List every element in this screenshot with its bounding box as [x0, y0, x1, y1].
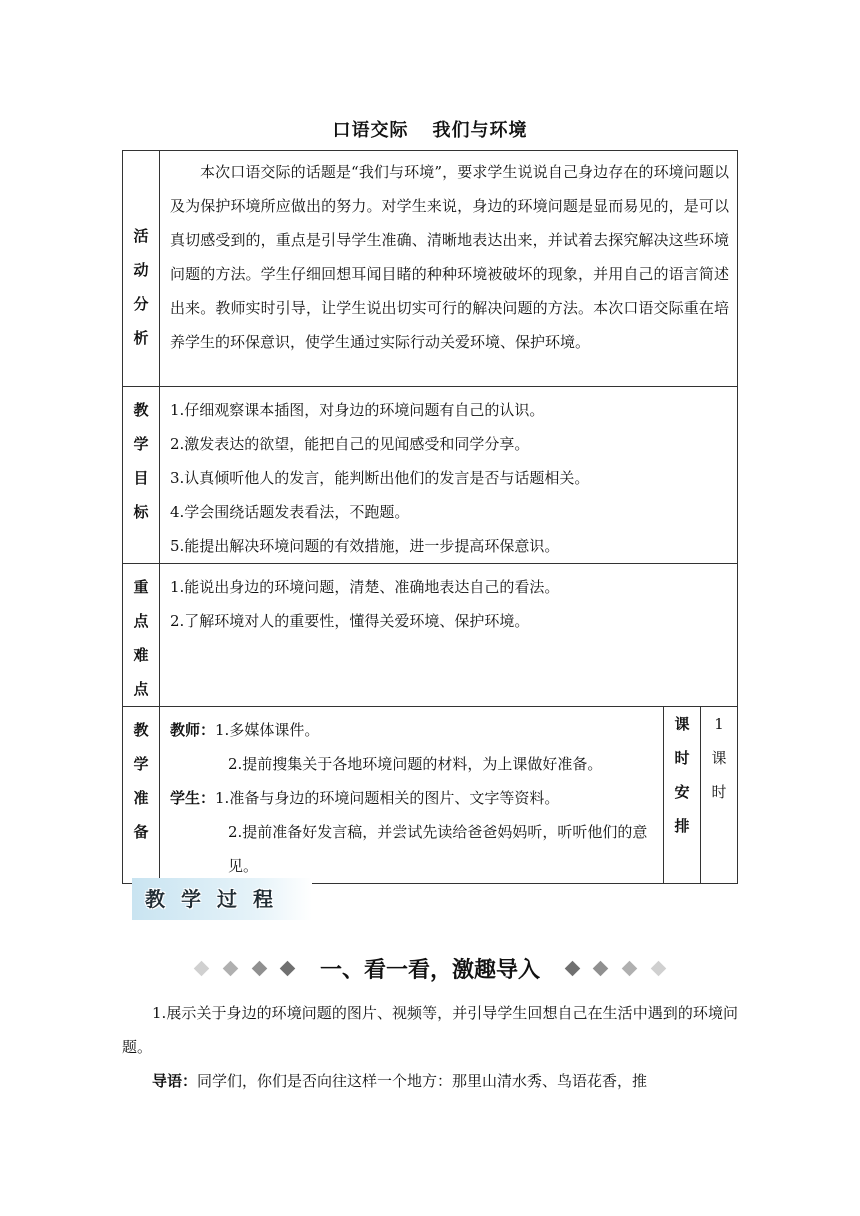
- banner-char: 程: [253, 886, 273, 911]
- activity-header: 活 动 分 析: [123, 151, 160, 387]
- activity-content: [160, 151, 738, 387]
- intro-text: 同学们，你们是否向往这样一个地方：那里山清水秀、鸟语花香，推: [197, 1072, 648, 1090]
- prep-header: 教 学 准 备: [123, 707, 160, 884]
- title-part2: 我们与环境: [432, 120, 528, 141]
- diamond-icon: [251, 961, 267, 977]
- key-points-header: 重 点 难 点: [123, 564, 160, 707]
- goal-item: 2.激发表达的欲望，能把自己的见闻感受和同学分享。: [170, 435, 530, 453]
- activity-text: 本次口语交际的话题是“我们与环境”，要求学生说说自己身边存在的环境问题以及为保护环境所应做出的努力。对学生来说，身边的环境问题是显而易见的，是可以真切感受到的，重点是引导学生准确、清晰地表达出来，并试着去探究解决这些环境问题的方法。学生仔细回想耳闻目睹的种种环境被破坏的现象，并用自己的语言简述出来。教师实时引导，让学生说出切实可行的解决问题的方法。本次口语交际重在培养学生的环保意识，使学生通过实际行动关爱环境、保护环境。: [170, 163, 729, 351]
- teacher-item: 1.多媒体课件。: [215, 721, 320, 739]
- prep-content: [160, 707, 664, 884]
- section-title: 一、看一看，激趣导入: [319, 958, 540, 983]
- diamond-icon: [564, 961, 580, 977]
- diamond-icon: [593, 961, 609, 977]
- diamond-icon: [194, 961, 210, 977]
- section-heading: [0, 953, 860, 984]
- student-label: 学生：: [170, 789, 216, 807]
- diamond-icon: [650, 961, 666, 977]
- teacher-item: 2.提前搜集关于各地环境问题的材料，为上课做好准备。: [228, 755, 603, 773]
- key-points-content: [160, 564, 738, 707]
- title-part1: 口语交际: [332, 120, 409, 141]
- key-item: 2.了解环境对人的重要性，懂得关爱环境、保护环境。: [170, 612, 530, 630]
- goals-content: [160, 387, 738, 564]
- diamond-icon: [280, 961, 296, 977]
- goal-item: 3.认真倾听他人的发言，能判断出他们的发言是否与话题相关。: [170, 469, 590, 487]
- body-paragraph: 1.展示关于身边的环境问题的图片、视频等，并引导学生回想自己在生活中遇到的环境问题。: [122, 1004, 738, 1056]
- teaching-process-banner: [132, 878, 312, 920]
- schedule-header: 课 时 安 排: [664, 707, 701, 884]
- goals-header: 教 学 目 标: [123, 387, 160, 564]
- schedule-value: 1 课 时: [701, 707, 738, 884]
- student-item: 2.提前准备好发言稿，并尝试先读给爸爸妈妈听，听听他们的意见。: [228, 823, 648, 875]
- banner-char: 过: [217, 886, 237, 911]
- diamond-icon: [622, 961, 638, 977]
- diamond-icon: [223, 961, 239, 977]
- body-paragraph: [122, 1064, 738, 1098]
- banner-char: 教: [145, 886, 165, 911]
- goal-item: 4.学会围绕话题发表看法，不跑题。: [170, 503, 410, 521]
- goal-item: 5.能提出解决环境问题的有效措施，进一步提高环保意识。: [170, 537, 560, 555]
- intro-label: 导语：: [152, 1072, 198, 1090]
- body-text: [122, 996, 738, 1098]
- teacher-label: 教师：: [170, 721, 216, 739]
- key-item: 1.能说出身边的环境问题，清楚、准确地表达自己的看法。: [170, 578, 560, 596]
- goal-item: 1.仔细观察课本插图，对身边的环境问题有自己的认识。: [170, 401, 545, 419]
- banner-char: 学: [181, 886, 201, 911]
- lesson-plan-table: [122, 150, 738, 884]
- document-title: [0, 116, 860, 142]
- student-item: 1.准备与身边的环境问题相关的图片、文字等资料。: [215, 789, 560, 807]
